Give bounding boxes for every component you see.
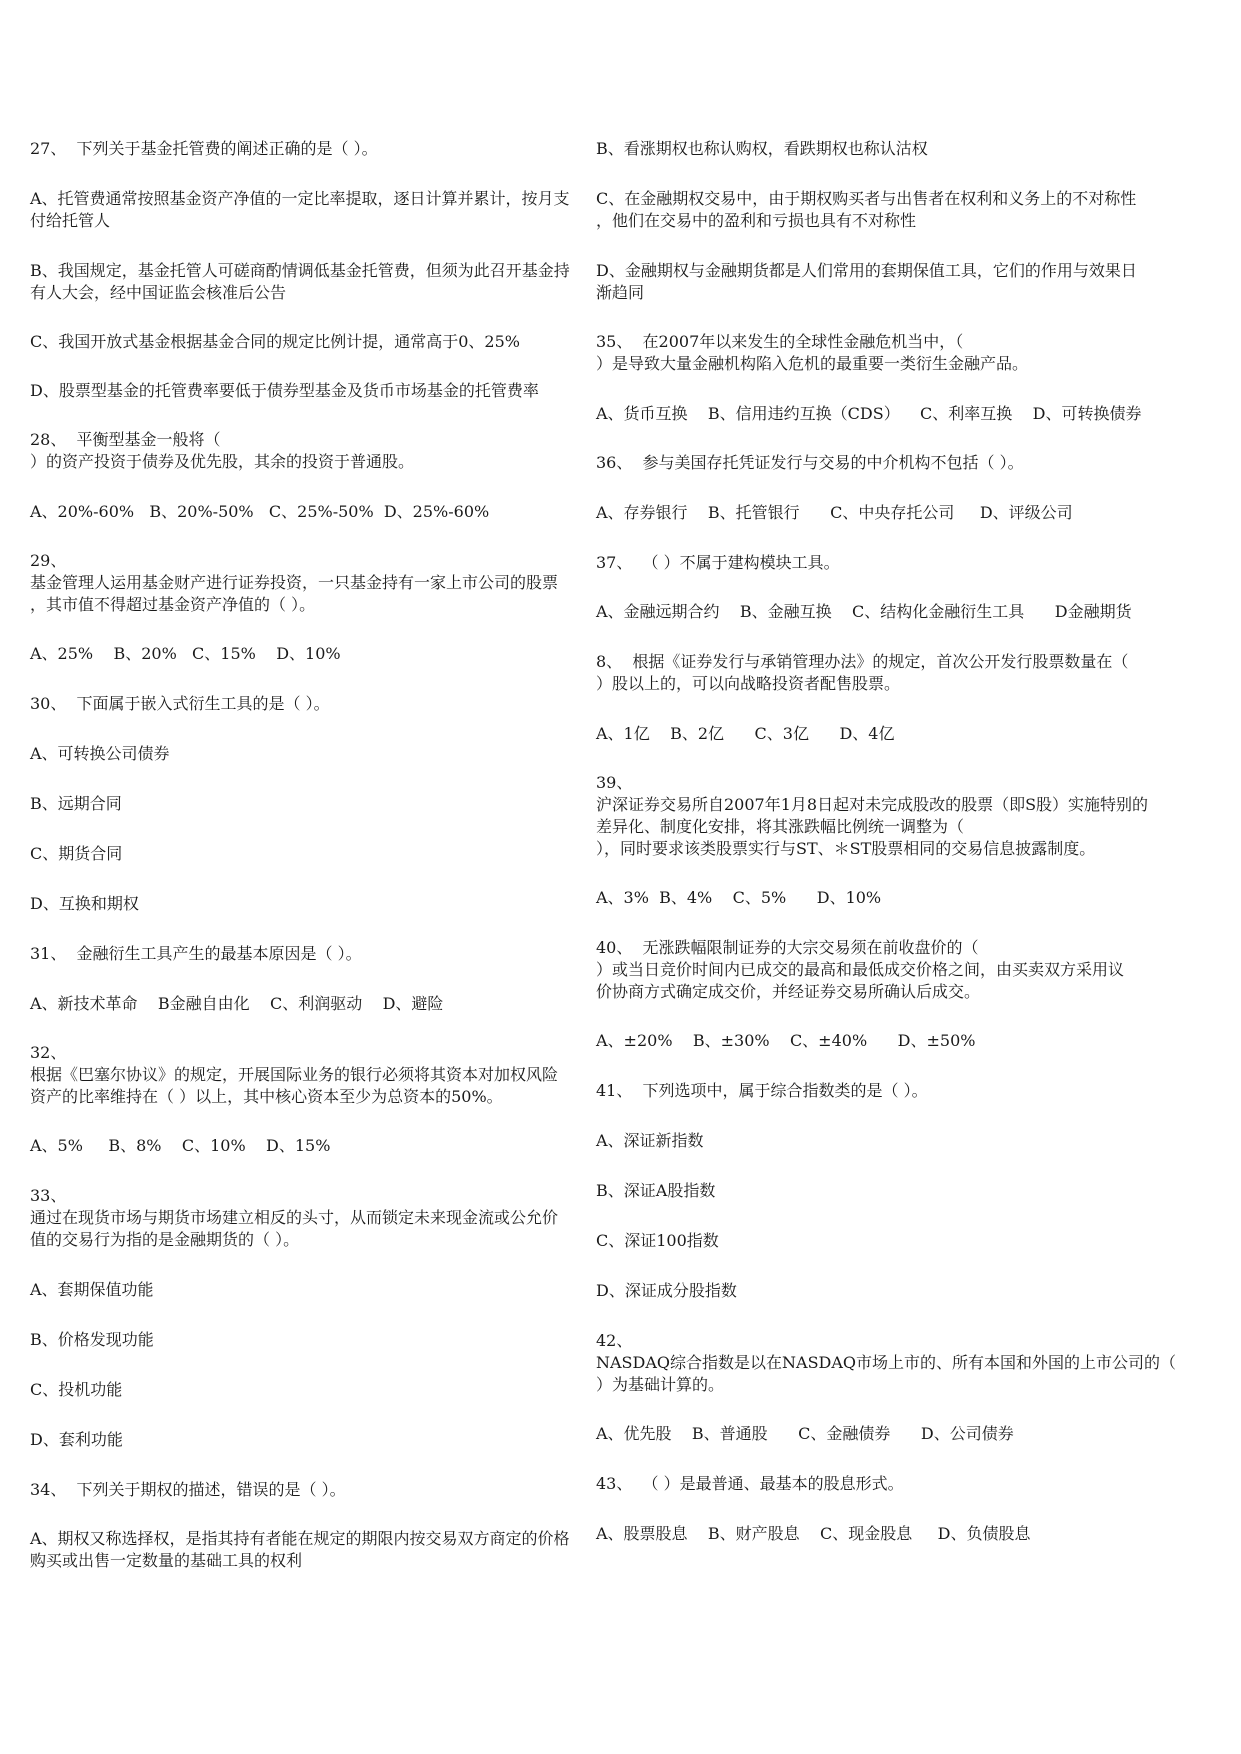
text-line: A、存券银行 B、托管银行 C、中央存托公司 D、评级公司 — [596, 503, 1073, 522]
text-line: D、互换和期权 — [30, 894, 139, 913]
text-line: A、5% B、8% C、10% D、15% — [30, 1136, 331, 1155]
text-line: 34、 下列关于期权的描述，错误的是（ ）。 — [30, 1480, 346, 1499]
text-line: 29、 — [30, 551, 67, 570]
text-line: ，他们在交易中的盈利和亏损也具有不对称性 — [596, 211, 917, 230]
text-line: C、投机功能 — [30, 1380, 123, 1399]
text-line: 购买或出售一定数量的基础工具的权利 — [30, 1551, 303, 1570]
text-line: 8、 根据《证券发行与承销管理办法》的规定，首次公开发行股票数量在（ — [596, 652, 1129, 671]
text-line: 27、 下列关于基金托管费的阐述正确的是（ ）。 — [30, 139, 378, 158]
text-line: B、我国规定，基金托管人可磋商酌情调低基金托管费，但须为此召开基金持 — [30, 261, 570, 280]
text-line: 32、 — [30, 1043, 67, 1062]
text-line: ）的资产投资于债券及优先股，其余的投资于普通股。 — [30, 452, 415, 471]
text-line: A、金融远期合约 B、金融互换 C、结构化金融衍生工具 D金融期货 — [596, 602, 1132, 621]
text-line: A、货币互换 B、信用违约互换（CDS） C、利率互换 D、可转换债券 — [596, 404, 1142, 423]
text-line: C、期货合同 — [30, 844, 123, 863]
text-line: B、价格发现功能 — [30, 1330, 154, 1349]
text-line: A、可转换公司债券 — [30, 744, 170, 763]
text-line: NASDAQ综合指数是以在NASDAQ市场上市的、所有本国和外国的上市公司的（ — [596, 1353, 1177, 1372]
text-line: A、套期保值功能 — [30, 1280, 154, 1299]
text-line: 付给托管人 — [30, 211, 111, 230]
text-line: D、金融期权与金融期货都是人们常用的套期保值工具，它们的作用与效果日 — [596, 261, 1137, 280]
text-line: 28、 平衡型基金一般将（ — [30, 430, 221, 449]
text-line: A、25% B、20% C、15% D、10% — [30, 644, 341, 663]
text-line: A、3% B、4% C、5% D、10% — [596, 888, 882, 907]
text-line: 渐趋同 — [596, 283, 645, 302]
text-line: A、托管费通常按照基金资产净值的一定比率提取，逐日计算并累计，按月支 — [30, 189, 570, 208]
text-line: A、1亿 B、2亿 C、3亿 D、4亿 — [596, 724, 895, 743]
text-line: ）是导致大量金融机构陷入危机的最重要一类衍生金融产品。 — [596, 354, 1029, 373]
text-line: 41、 下列选项中，属于综合指数类的是（ ）。 — [596, 1081, 928, 1100]
text-line: 31、 金融衍生工具产生的最基本原因是（ ）。 — [30, 944, 362, 963]
text-line: 有人大会，经中国证监会核准后公告 — [30, 283, 287, 302]
text-line: A、股票股息 B、财产股息 C、现金股息 D、负债股息 — [596, 1524, 1031, 1543]
text-line: D、深证成分股指数 — [596, 1281, 737, 1300]
text-line: 33、 — [30, 1186, 67, 1205]
text-line: 通过在现货市场与期货市场建立相反的头寸，从而锁定未来现金流或公允价 — [30, 1208, 559, 1227]
text-line: ）为基础计算的。 — [596, 1375, 725, 1394]
text-line: 35、 在2007年以来发生的全球性金融危机当中，（ — [596, 332, 964, 351]
text-line: B、远期合同 — [30, 794, 122, 813]
text-line: 根据《巴塞尔协议》的规定，开展国际业务的银行必须将其资本对加权风险 — [30, 1065, 559, 1084]
text-line: ），同时要求该类股票实行与ST、＊ST股票相同的交易信息披露制度。 — [596, 839, 1096, 858]
text-line: 40、 无涨跌幅限制证券的大宗交易须在前收盘价的（ — [596, 938, 979, 957]
text-line: A、优先股 B、普通股 C、金融债券 D、公司债券 — [596, 1424, 1014, 1443]
text-line: 沪深证券交易所自2007年1月8日起对未完成股改的股票（即S股）实施特别的 — [596, 795, 1149, 814]
text-line: 资产的比率维持在（ ）以上，其中核心资本至少为总资本的50%。 — [30, 1087, 503, 1106]
text-line: A、期权又称选择权，是指其持有者能在规定的期限内按交易双方商定的价格 — [30, 1529, 570, 1548]
text-line: 30、 下面属于嵌入式衍生工具的是（ ）。 — [30, 694, 330, 713]
text-line: C、在金融期权交易中，由于期权购买者与出售者在权利和义务上的不对称性 — [596, 189, 1137, 208]
text-line: D、套利功能 — [30, 1430, 123, 1449]
text-line: C、深证100指数 — [596, 1231, 719, 1250]
text-line: 42、 — [596, 1331, 633, 1350]
text-line: 基金管理人运用基金财产进行证券投资，一只基金持有一家上市公司的股票 — [30, 573, 559, 592]
text-line: ，其市值不得超过基金资产净值的（ ）。 — [30, 595, 316, 614]
text-line: 43、 （ ）是最普通、最基本的股息形式。 — [596, 1474, 904, 1493]
text-line: A、±20% B、±30% C、±40% D、±50% — [596, 1031, 976, 1050]
text-line: 差异化、制度化安排，将其涨跌幅比例统一调整为（ — [596, 817, 965, 836]
text-line: 39、 — [596, 773, 633, 792]
text-line: 值的交易行为指的是金融期货的（ ）。 — [30, 1230, 300, 1249]
text-line: 36、 参与美国存托凭证发行与交易的中介机构不包括（ ）。 — [596, 453, 1024, 472]
text-line: A、20%-60% B、20%-50% C、25%-50% D、25%-60% — [30, 502, 490, 521]
text-line: D、股票型基金的托管费率要低于债券型基金及货币市场基金的托管费率 — [30, 381, 539, 400]
text-line: B、深证A股指数 — [596, 1181, 716, 1200]
text-line: ）或当日竞价时间内已成交的最高和最低成交价格之间，由买卖双方采用议 — [596, 960, 1125, 979]
text-line: 价协商方式确定成交价，并经证券交易所确认后成交。 — [596, 982, 981, 1001]
text-line: C、我国开放式基金根据基金合同的规定比例计提，通常高于0、25% — [30, 332, 520, 351]
text-line: A、深证新指数 — [596, 1131, 704, 1150]
text-line: A、新技术革命 B金融自由化 C、利润驱动 D、避险 — [30, 994, 444, 1013]
text-line: ）股以上的，可以向战略投资者配售股票。 — [596, 674, 901, 693]
text-line: 37、 （ ）不属于建构模块工具。 — [596, 553, 840, 572]
text-line: B、看涨期权也称认购权，看跌期权也称认沽权 — [596, 139, 928, 158]
